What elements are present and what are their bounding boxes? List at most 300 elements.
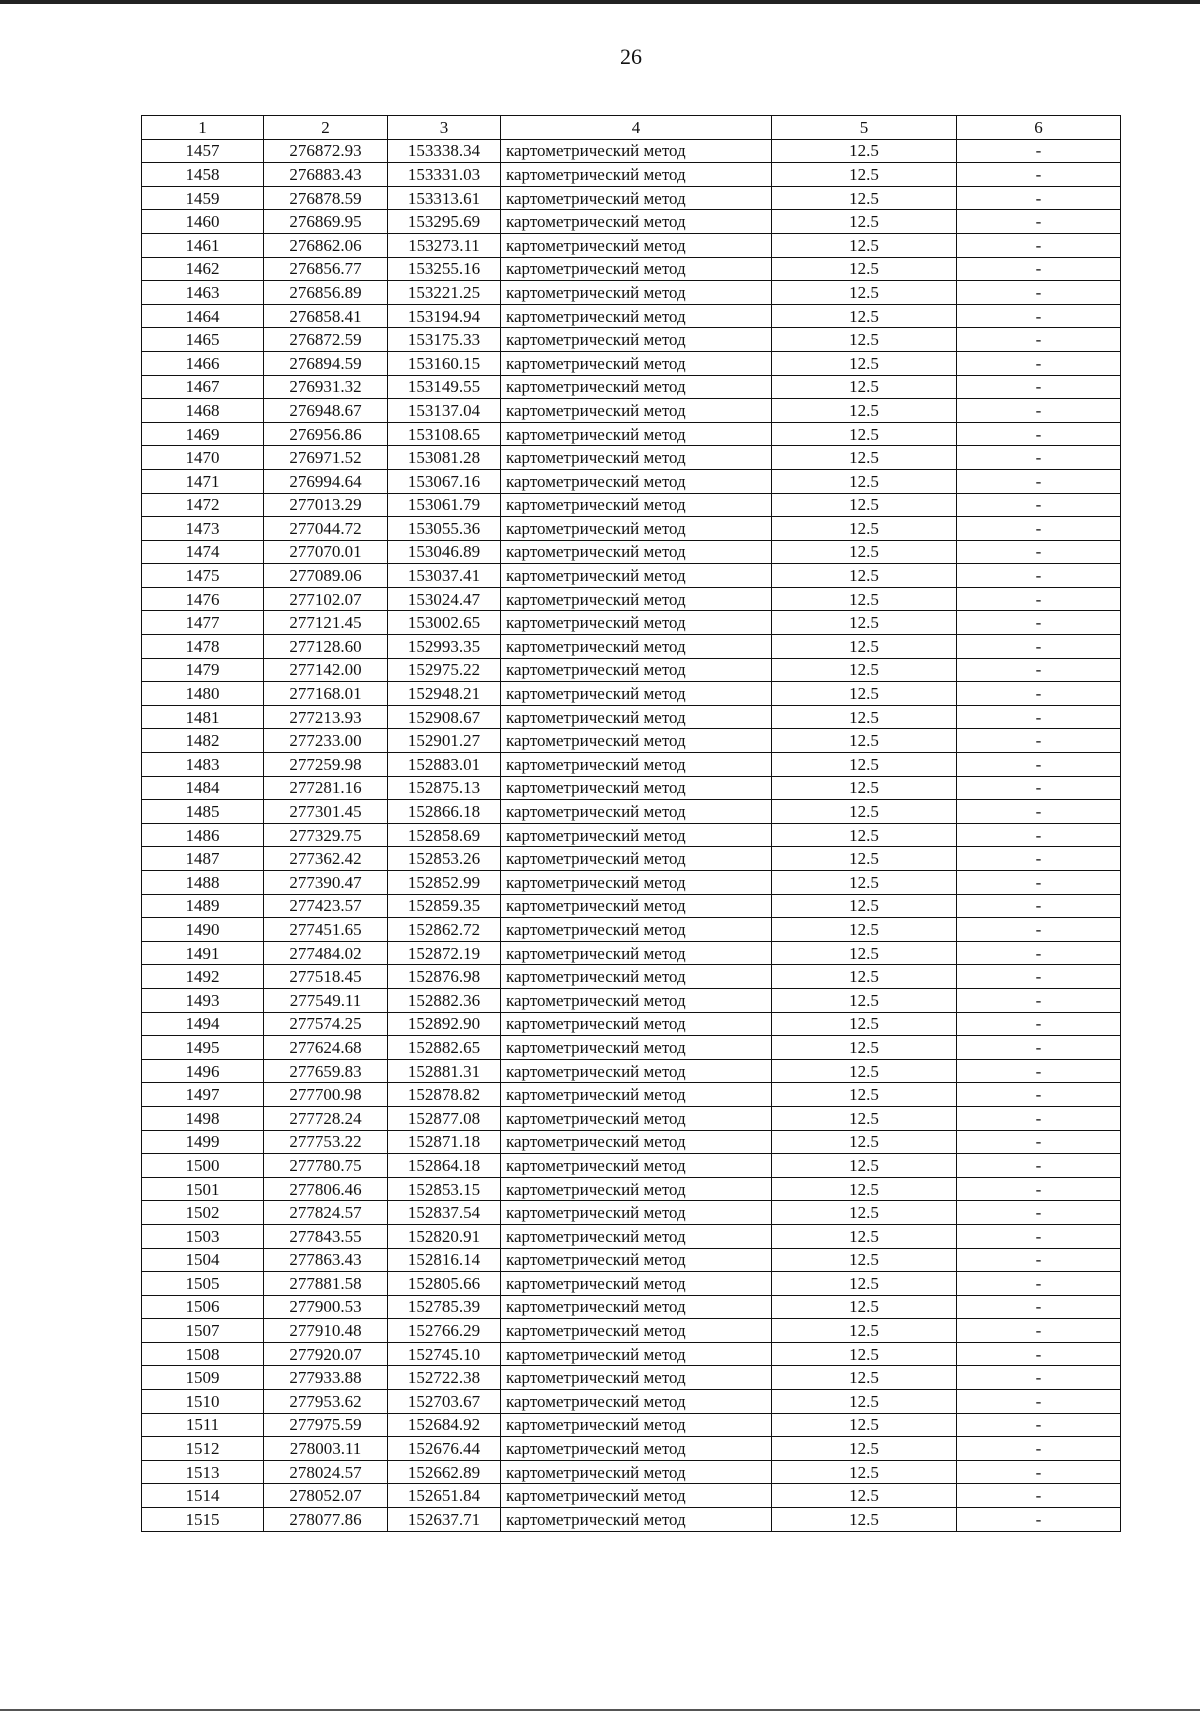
point-number-cell: 1468 xyxy=(142,399,264,423)
method-cell: картометрический метод xyxy=(501,1036,772,1060)
method-cell: картометрический метод xyxy=(501,1248,772,1272)
method-cell: картометрический метод xyxy=(501,682,772,706)
note-cell: - xyxy=(957,1012,1121,1036)
note-cell: - xyxy=(957,1201,1121,1225)
accuracy-cell: 12.5 xyxy=(772,257,957,281)
point-number-cell: 1473 xyxy=(142,517,264,541)
table-body xyxy=(142,139,1121,1531)
note-cell: - xyxy=(957,988,1121,1012)
table-row xyxy=(142,163,1121,187)
method-cell: картометрический метод xyxy=(501,304,772,328)
accuracy-cell: 12.5 xyxy=(772,1177,957,1201)
note-cell: - xyxy=(957,186,1121,210)
table-row xyxy=(142,375,1121,399)
accuracy-cell: 12.5 xyxy=(772,1059,957,1083)
y-coordinate-cell: 153255.16 xyxy=(388,257,501,281)
note-cell: - xyxy=(957,564,1121,588)
point-number-cell: 1496 xyxy=(142,1059,264,1083)
method-cell: картометрический метод xyxy=(501,257,772,281)
method-cell: картометрический метод xyxy=(501,894,772,918)
accuracy-cell: 12.5 xyxy=(772,611,957,635)
accuracy-cell: 12.5 xyxy=(772,351,957,375)
point-number-cell: 1474 xyxy=(142,540,264,564)
point-number-cell: 1467 xyxy=(142,375,264,399)
point-number-cell: 1483 xyxy=(142,753,264,777)
x-coordinate-cell: 277233.00 xyxy=(264,729,388,753)
table-row xyxy=(142,1201,1121,1225)
point-number-cell: 1498 xyxy=(142,1106,264,1130)
x-coordinate-cell: 276858.41 xyxy=(264,304,388,328)
note-cell: - xyxy=(957,682,1121,706)
x-coordinate-cell: 277900.53 xyxy=(264,1295,388,1319)
point-number-cell: 1469 xyxy=(142,422,264,446)
method-cell: картометрический метод xyxy=(501,800,772,824)
method-cell: картометрический метод xyxy=(501,1413,772,1437)
accuracy-cell: 12.5 xyxy=(772,941,957,965)
y-coordinate-cell: 153295.69 xyxy=(388,210,501,234)
page-number: 26 xyxy=(620,44,642,69)
y-coordinate-cell: 153313.61 xyxy=(388,186,501,210)
point-number-cell: 1488 xyxy=(142,871,264,895)
y-coordinate-cell: 152837.54 xyxy=(388,1201,501,1225)
method-cell: картометрический метод xyxy=(501,871,772,895)
y-coordinate-cell: 152875.13 xyxy=(388,776,501,800)
table-row xyxy=(142,776,1121,800)
accuracy-cell: 12.5 xyxy=(772,1083,957,1107)
y-coordinate-cell: 152866.18 xyxy=(388,800,501,824)
y-coordinate-cell: 152745.10 xyxy=(388,1342,501,1366)
x-coordinate-cell: 277259.98 xyxy=(264,753,388,777)
table-row xyxy=(142,304,1121,328)
accuracy-cell: 12.5 xyxy=(772,1106,957,1130)
x-coordinate-cell: 276994.64 xyxy=(264,469,388,493)
accuracy-cell: 12.5 xyxy=(772,422,957,446)
x-coordinate-cell: 277863.43 xyxy=(264,1248,388,1272)
accuracy-cell: 12.5 xyxy=(772,375,957,399)
point-number-cell: 1480 xyxy=(142,682,264,706)
x-coordinate-cell: 277390.47 xyxy=(264,871,388,895)
table-row xyxy=(142,1413,1121,1437)
accuracy-cell: 12.5 xyxy=(772,1319,957,1343)
accuracy-cell: 12.5 xyxy=(772,1012,957,1036)
method-cell: картометрический метод xyxy=(501,493,772,517)
x-coordinate-cell: 276956.86 xyxy=(264,422,388,446)
point-number-cell: 1471 xyxy=(142,469,264,493)
note-cell: - xyxy=(957,1106,1121,1130)
x-coordinate-cell: 277549.11 xyxy=(264,988,388,1012)
point-number-cell: 1482 xyxy=(142,729,264,753)
x-coordinate-cell: 277753.22 xyxy=(264,1130,388,1154)
table-row xyxy=(142,1036,1121,1060)
y-coordinate-cell: 153024.47 xyxy=(388,587,501,611)
note-cell: - xyxy=(957,941,1121,965)
table-row xyxy=(142,800,1121,824)
table-row xyxy=(142,1106,1121,1130)
method-cell: картометрический метод xyxy=(501,847,772,871)
y-coordinate-cell: 152853.15 xyxy=(388,1177,501,1201)
table-row xyxy=(142,988,1121,1012)
y-coordinate-cell: 152908.67 xyxy=(388,705,501,729)
x-coordinate-cell: 277920.07 xyxy=(264,1342,388,1366)
x-coordinate-cell: 277070.01 xyxy=(264,540,388,564)
note-cell: - xyxy=(957,399,1121,423)
y-coordinate-cell: 152881.31 xyxy=(388,1059,501,1083)
y-coordinate-cell: 153338.34 xyxy=(388,139,501,163)
note-cell: - xyxy=(957,469,1121,493)
x-coordinate-cell: 277423.57 xyxy=(264,894,388,918)
method-cell: картометрический метод xyxy=(501,1272,772,1296)
note-cell: - xyxy=(957,1083,1121,1107)
table-row xyxy=(142,1248,1121,1272)
y-coordinate-cell: 152651.84 xyxy=(388,1484,501,1508)
y-coordinate-cell: 152816.14 xyxy=(388,1248,501,1272)
y-coordinate-cell: 152853.26 xyxy=(388,847,501,871)
column-header-2: 2 xyxy=(264,116,388,140)
accuracy-cell: 12.5 xyxy=(772,446,957,470)
x-coordinate-cell: 276878.59 xyxy=(264,186,388,210)
x-coordinate-cell: 276869.95 xyxy=(264,210,388,234)
accuracy-cell: 12.5 xyxy=(772,517,957,541)
method-cell: картометрический метод xyxy=(501,1342,772,1366)
note-cell: - xyxy=(957,847,1121,871)
method-cell: картометрический метод xyxy=(501,517,772,541)
x-coordinate-cell: 277281.16 xyxy=(264,776,388,800)
y-coordinate-cell: 152883.01 xyxy=(388,753,501,777)
accuracy-cell: 12.5 xyxy=(772,729,957,753)
accuracy-cell: 12.5 xyxy=(772,163,957,187)
accuracy-cell: 12.5 xyxy=(772,399,957,423)
y-coordinate-cell: 152872.19 xyxy=(388,941,501,965)
accuracy-cell: 12.5 xyxy=(772,965,957,989)
table-row xyxy=(142,823,1121,847)
y-coordinate-cell: 153002.65 xyxy=(388,611,501,635)
point-number-cell: 1500 xyxy=(142,1154,264,1178)
x-coordinate-cell: 277574.25 xyxy=(264,1012,388,1036)
accuracy-cell: 12.5 xyxy=(772,1508,957,1532)
note-cell: - xyxy=(957,635,1121,659)
method-cell: картометрический метод xyxy=(501,328,772,352)
method-cell: картометрический метод xyxy=(501,1059,772,1083)
column-header-1: 1 xyxy=(142,116,264,140)
x-coordinate-cell: 277213.93 xyxy=(264,705,388,729)
x-coordinate-cell: 276948.67 xyxy=(264,399,388,423)
x-coordinate-cell: 276872.93 xyxy=(264,139,388,163)
table-row xyxy=(142,729,1121,753)
x-coordinate-cell: 277128.60 xyxy=(264,635,388,659)
accuracy-cell: 12.5 xyxy=(772,493,957,517)
note-cell: - xyxy=(957,257,1121,281)
method-cell: картометрический метод xyxy=(501,1484,772,1508)
x-coordinate-cell: 277953.62 xyxy=(264,1390,388,1414)
y-coordinate-cell: 152882.65 xyxy=(388,1036,501,1060)
point-number-cell: 1466 xyxy=(142,351,264,375)
x-coordinate-cell: 277843.55 xyxy=(264,1224,388,1248)
accuracy-cell: 12.5 xyxy=(772,658,957,682)
accuracy-cell: 12.5 xyxy=(772,800,957,824)
accuracy-cell: 12.5 xyxy=(772,587,957,611)
table-row xyxy=(142,658,1121,682)
table-row xyxy=(142,517,1121,541)
point-number-cell: 1464 xyxy=(142,304,264,328)
y-coordinate-cell: 152859.35 xyxy=(388,894,501,918)
point-number-cell: 1499 xyxy=(142,1130,264,1154)
accuracy-cell: 12.5 xyxy=(772,1390,957,1414)
y-coordinate-cell: 153331.03 xyxy=(388,163,501,187)
x-coordinate-cell: 276971.52 xyxy=(264,446,388,470)
point-number-cell: 1513 xyxy=(142,1460,264,1484)
note-cell: - xyxy=(957,163,1121,187)
point-number-cell: 1459 xyxy=(142,186,264,210)
note-cell: - xyxy=(957,1460,1121,1484)
method-cell: картометрический метод xyxy=(501,375,772,399)
accuracy-cell: 12.5 xyxy=(772,210,957,234)
table-row xyxy=(142,1390,1121,1414)
y-coordinate-cell: 152637.71 xyxy=(388,1508,501,1532)
method-cell: картометрический метод xyxy=(501,1012,772,1036)
table-row xyxy=(142,682,1121,706)
note-cell: - xyxy=(957,918,1121,942)
accuracy-cell: 12.5 xyxy=(772,1224,957,1248)
y-coordinate-cell: 153273.11 xyxy=(388,233,501,257)
x-coordinate-cell: 276894.59 xyxy=(264,351,388,375)
point-number-cell: 1504 xyxy=(142,1248,264,1272)
table-row xyxy=(142,1342,1121,1366)
note-cell: - xyxy=(957,1319,1121,1343)
table-row xyxy=(142,233,1121,257)
x-coordinate-cell: 277975.59 xyxy=(264,1413,388,1437)
point-number-cell: 1475 xyxy=(142,564,264,588)
accuracy-cell: 12.5 xyxy=(772,847,957,871)
note-cell: - xyxy=(957,1272,1121,1296)
table-row xyxy=(142,1484,1121,1508)
x-coordinate-cell: 277780.75 xyxy=(264,1154,388,1178)
point-number-cell: 1497 xyxy=(142,1083,264,1107)
method-cell: картометрический метод xyxy=(501,611,772,635)
x-coordinate-cell: 277910.48 xyxy=(264,1319,388,1343)
table-row xyxy=(142,635,1121,659)
method-cell: картометрический метод xyxy=(501,139,772,163)
note-cell: - xyxy=(957,753,1121,777)
x-coordinate-cell: 277102.07 xyxy=(264,587,388,611)
table-row xyxy=(142,446,1121,470)
x-coordinate-cell: 277362.42 xyxy=(264,847,388,871)
x-coordinate-cell: 277484.02 xyxy=(264,941,388,965)
accuracy-cell: 12.5 xyxy=(772,186,957,210)
y-coordinate-cell: 152785.39 xyxy=(388,1295,501,1319)
method-cell: картометрический метод xyxy=(501,705,772,729)
note-cell: - xyxy=(957,493,1121,517)
accuracy-cell: 12.5 xyxy=(772,753,957,777)
table-row xyxy=(142,1437,1121,1461)
accuracy-cell: 12.5 xyxy=(772,281,957,305)
coordinates-table xyxy=(141,115,1121,1532)
y-coordinate-cell: 152882.36 xyxy=(388,988,501,1012)
table-row xyxy=(142,328,1121,352)
method-cell: картометрический метод xyxy=(501,776,772,800)
accuracy-cell: 12.5 xyxy=(772,776,957,800)
y-coordinate-cell: 152662.89 xyxy=(388,1460,501,1484)
method-cell: картометрический метод xyxy=(501,422,772,446)
point-number-cell: 1461 xyxy=(142,233,264,257)
point-number-cell: 1489 xyxy=(142,894,264,918)
method-cell: картометрический метод xyxy=(501,1460,772,1484)
accuracy-cell: 12.5 xyxy=(772,1366,957,1390)
y-coordinate-cell: 152877.08 xyxy=(388,1106,501,1130)
x-coordinate-cell: 276862.06 xyxy=(264,233,388,257)
method-cell: картометрический метод xyxy=(501,210,772,234)
method-cell: картометрический метод xyxy=(501,163,772,187)
y-coordinate-cell: 152862.72 xyxy=(388,918,501,942)
method-cell: картометрический метод xyxy=(501,446,772,470)
x-coordinate-cell: 277518.45 xyxy=(264,965,388,989)
method-cell: картометрический метод xyxy=(501,1508,772,1532)
point-number-cell: 1477 xyxy=(142,611,264,635)
point-number-cell: 1485 xyxy=(142,800,264,824)
y-coordinate-cell: 153221.25 xyxy=(388,281,501,305)
point-number-cell: 1491 xyxy=(142,941,264,965)
x-coordinate-cell: 277329.75 xyxy=(264,823,388,847)
note-cell: - xyxy=(957,800,1121,824)
note-cell: - xyxy=(957,1484,1121,1508)
point-number-cell: 1457 xyxy=(142,139,264,163)
y-coordinate-cell: 152975.22 xyxy=(388,658,501,682)
accuracy-cell: 12.5 xyxy=(772,705,957,729)
point-number-cell: 1512 xyxy=(142,1437,264,1461)
table-row xyxy=(142,894,1121,918)
accuracy-cell: 12.5 xyxy=(772,139,957,163)
method-cell: картометрический метод xyxy=(501,540,772,564)
accuracy-cell: 12.5 xyxy=(772,1437,957,1461)
y-coordinate-cell: 152864.18 xyxy=(388,1154,501,1178)
method-cell: картометрический метод xyxy=(501,1295,772,1319)
method-cell: картометрический метод xyxy=(501,918,772,942)
point-number-cell: 1506 xyxy=(142,1295,264,1319)
table-row xyxy=(142,1366,1121,1390)
x-coordinate-cell: 276856.77 xyxy=(264,257,388,281)
method-cell: картометрический метод xyxy=(501,729,772,753)
y-coordinate-cell: 152871.18 xyxy=(388,1130,501,1154)
note-cell: - xyxy=(957,1390,1121,1414)
method-cell: картометрический метод xyxy=(501,1390,772,1414)
note-cell: - xyxy=(957,1224,1121,1248)
column-header-4: 4 xyxy=(501,116,772,140)
y-coordinate-cell: 153067.16 xyxy=(388,469,501,493)
y-coordinate-cell: 153160.15 xyxy=(388,351,501,375)
note-cell: - xyxy=(957,871,1121,895)
accuracy-cell: 12.5 xyxy=(772,635,957,659)
x-coordinate-cell: 277700.98 xyxy=(264,1083,388,1107)
table-row xyxy=(142,281,1121,305)
accuracy-cell: 12.5 xyxy=(772,1248,957,1272)
y-coordinate-cell: 152684.92 xyxy=(388,1413,501,1437)
x-coordinate-cell: 277301.45 xyxy=(264,800,388,824)
note-cell: - xyxy=(957,1437,1121,1461)
x-coordinate-cell: 277044.72 xyxy=(264,517,388,541)
accuracy-cell: 12.5 xyxy=(772,540,957,564)
x-coordinate-cell: 276931.32 xyxy=(264,375,388,399)
y-coordinate-cell: 152876.98 xyxy=(388,965,501,989)
x-coordinate-cell: 278024.57 xyxy=(264,1460,388,1484)
table-row xyxy=(142,422,1121,446)
table-row xyxy=(142,705,1121,729)
x-coordinate-cell: 278003.11 xyxy=(264,1437,388,1461)
y-coordinate-cell: 152805.66 xyxy=(388,1272,501,1296)
note-cell: - xyxy=(957,611,1121,635)
note-cell: - xyxy=(957,1342,1121,1366)
method-cell: картометрический метод xyxy=(501,1083,772,1107)
table-row xyxy=(142,399,1121,423)
table-row xyxy=(142,965,1121,989)
note-cell: - xyxy=(957,210,1121,234)
method-cell: картометрический метод xyxy=(501,281,772,305)
accuracy-cell: 12.5 xyxy=(772,304,957,328)
y-coordinate-cell: 153081.28 xyxy=(388,446,501,470)
y-coordinate-cell: 153137.04 xyxy=(388,399,501,423)
method-cell: картометрический метод xyxy=(501,753,772,777)
note-cell: - xyxy=(957,328,1121,352)
y-coordinate-cell: 152703.67 xyxy=(388,1390,501,1414)
table-row xyxy=(142,1012,1121,1036)
x-coordinate-cell: 276883.43 xyxy=(264,163,388,187)
table-row xyxy=(142,871,1121,895)
accuracy-cell: 12.5 xyxy=(772,1413,957,1437)
point-number-cell: 1462 xyxy=(142,257,264,281)
method-cell: картометрический метод xyxy=(501,1154,772,1178)
column-header-3: 3 xyxy=(388,116,501,140)
table-row xyxy=(142,1272,1121,1296)
method-cell: картометрический метод xyxy=(501,1437,772,1461)
point-number-cell: 1472 xyxy=(142,493,264,517)
table-row xyxy=(142,1177,1121,1201)
x-coordinate-cell: 276872.59 xyxy=(264,328,388,352)
accuracy-cell: 12.5 xyxy=(772,1342,957,1366)
column-header-5: 5 xyxy=(772,116,957,140)
table-row xyxy=(142,210,1121,234)
note-cell: - xyxy=(957,1508,1121,1532)
x-coordinate-cell: 277659.83 xyxy=(264,1059,388,1083)
x-coordinate-cell: 278077.86 xyxy=(264,1508,388,1532)
point-number-cell: 1507 xyxy=(142,1319,264,1343)
accuracy-cell: 12.5 xyxy=(772,1272,957,1296)
table-row xyxy=(142,1130,1121,1154)
table-row xyxy=(142,351,1121,375)
table-row xyxy=(142,1460,1121,1484)
method-cell: картометрический метод xyxy=(501,1319,772,1343)
note-cell: - xyxy=(957,281,1121,305)
accuracy-cell: 12.5 xyxy=(772,469,957,493)
note-cell: - xyxy=(957,1248,1121,1272)
note-cell: - xyxy=(957,304,1121,328)
y-coordinate-cell: 153175.33 xyxy=(388,328,501,352)
note-cell: - xyxy=(957,1154,1121,1178)
x-coordinate-cell: 277933.88 xyxy=(264,1366,388,1390)
method-cell: картометрический метод xyxy=(501,1366,772,1390)
table-row xyxy=(142,587,1121,611)
table-header xyxy=(142,116,1121,140)
y-coordinate-cell: 153061.79 xyxy=(388,493,501,517)
accuracy-cell: 12.5 xyxy=(772,1460,957,1484)
method-cell: картометрический метод xyxy=(501,965,772,989)
note-cell: - xyxy=(957,823,1121,847)
note-cell: - xyxy=(957,139,1121,163)
accuracy-cell: 12.5 xyxy=(772,1295,957,1319)
table-row xyxy=(142,1295,1121,1319)
header-row xyxy=(142,116,1121,140)
point-number-cell: 1481 xyxy=(142,705,264,729)
point-number-cell: 1515 xyxy=(142,1508,264,1532)
table-row xyxy=(142,540,1121,564)
table-row xyxy=(142,1224,1121,1248)
